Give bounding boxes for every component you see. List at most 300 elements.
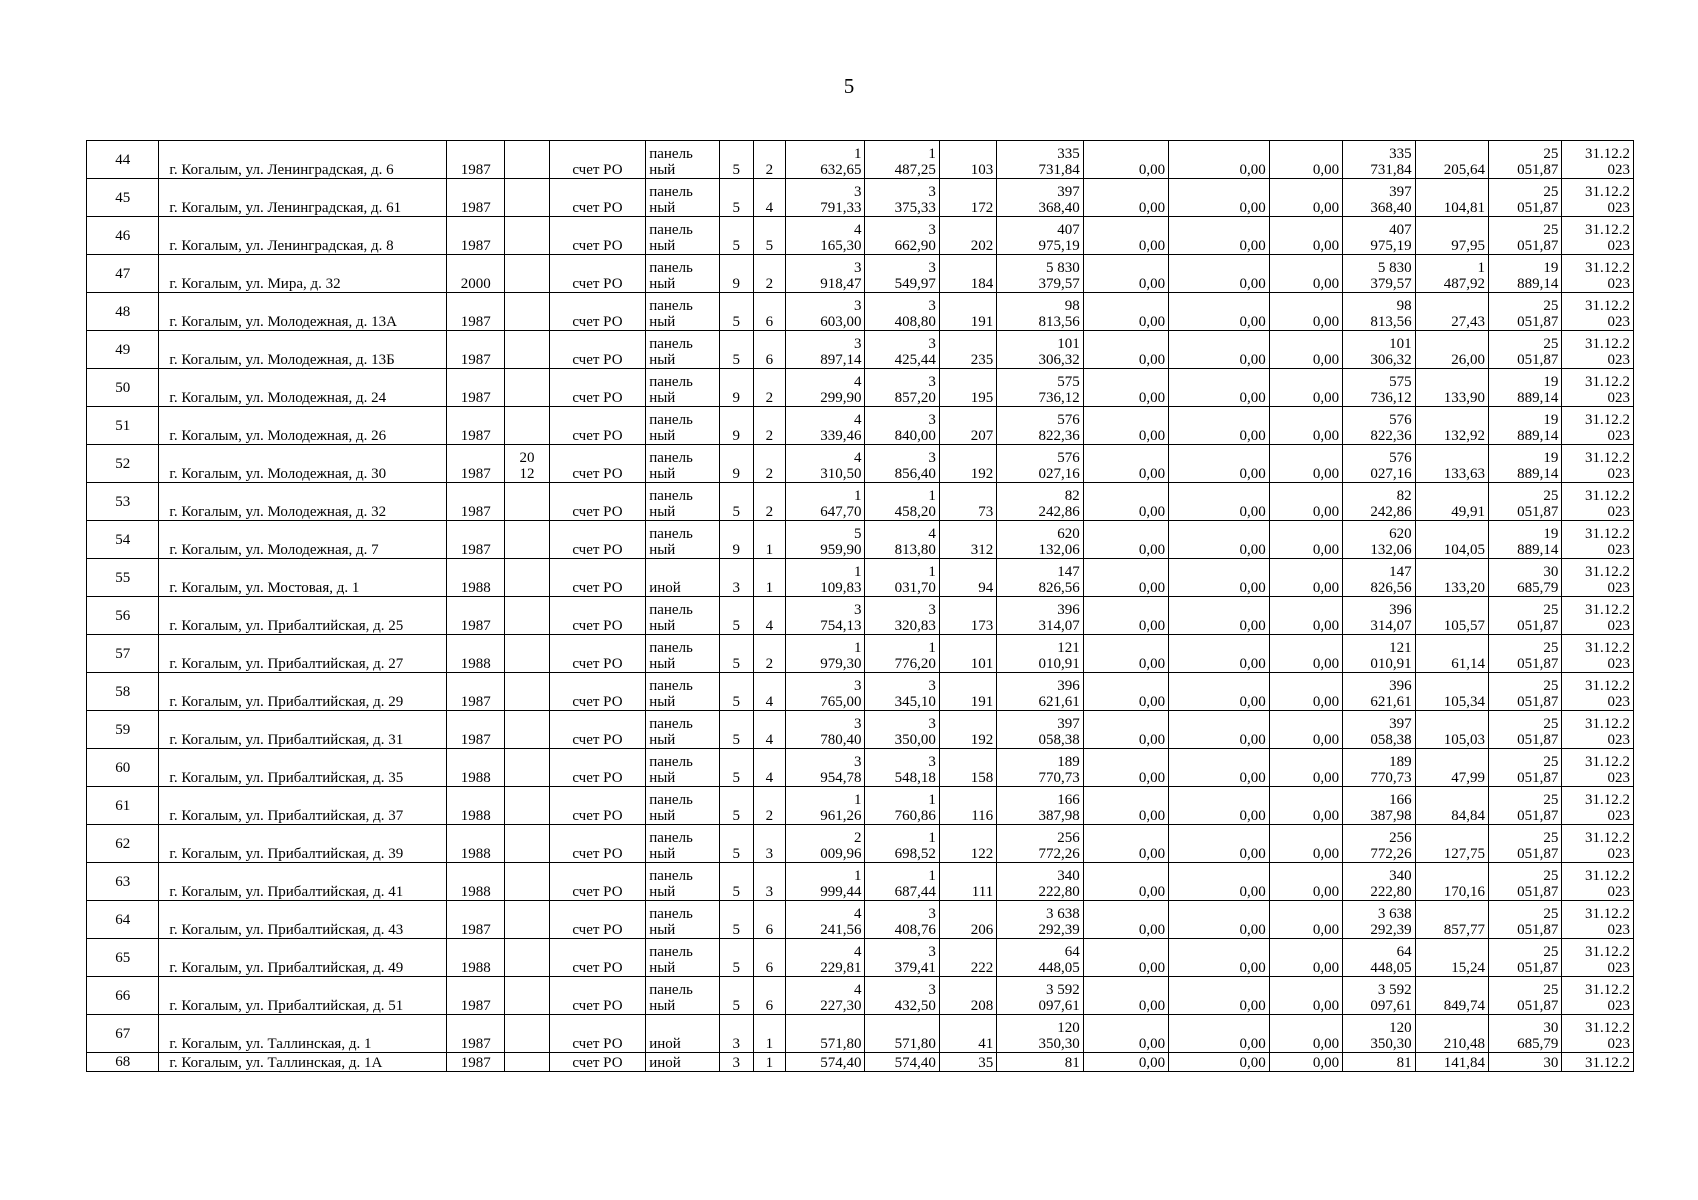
cell-cost2-line2: 826,56 <box>1370 580 1412 596</box>
cell-cost2-line1: 620 <box>1389 526 1412 542</box>
cell-area_res-line2: 574,40 <box>894 1055 936 1071</box>
cell-area_total-line2: 229,81 <box>820 960 862 976</box>
cell-entrances: 6 <box>753 293 785 331</box>
cell-area_res <box>865 445 939 483</box>
cell-deadline-line2: 023 <box>1607 238 1630 254</box>
cell-area_res-line1: 3 <box>928 450 936 466</box>
cell-deadline-line2: 023 <box>1607 618 1630 634</box>
cell-limit-line2: 30 <box>1543 1055 1559 1071</box>
cell-unit-line2: 205,64 <box>1443 162 1485 178</box>
cell-cost-line1: 575 <box>1057 374 1080 390</box>
cell-limit-line1: 19 <box>1543 450 1559 466</box>
cell-limit <box>1489 1053 1562 1072</box>
cell-entrances: 4 <box>753 673 785 711</box>
cell-fund-method: счет РО <box>549 445 646 483</box>
cell-deadline-line1: 31.12.2 <box>1585 678 1630 694</box>
cell-row-number: 48 <box>87 293 159 331</box>
cell-material <box>646 749 719 787</box>
cell-zero-3: 0,00 <box>1269 901 1342 939</box>
cell-zero-2: 0,00 <box>1169 825 1270 863</box>
cell-unit <box>1415 673 1488 711</box>
cell-limit-line2: 051,87 <box>1517 808 1559 824</box>
cell-floors: 5 <box>719 787 753 825</box>
cell-address: г. Когалым, ул. Ленинградская, д. 6 <box>159 141 447 179</box>
cell-material-line2: ный <box>649 618 676 634</box>
cell-limit-line1: 25 <box>1543 146 1559 162</box>
cell-zero-3: 0,00 <box>1269 521 1342 559</box>
cell-floors: 5 <box>719 217 753 255</box>
cell-area_res-line2: 350,00 <box>894 732 936 748</box>
cell-unit-line2: 47,99 <box>1451 770 1485 786</box>
cell-cost2-line1: 397 <box>1389 716 1412 732</box>
cell-cost-line1: 396 <box>1057 602 1080 618</box>
cell-zero-1: 0,00 <box>1083 901 1168 939</box>
cell-cost2-line1: 3 638 <box>1377 906 1412 922</box>
cell-cost2-line2: 222,80 <box>1370 884 1412 900</box>
cell-address: г. Когалым, ул. Прибалтийская, д. 39 <box>159 825 447 863</box>
cell-limit <box>1489 977 1562 1015</box>
cell-address: г. Когалым, ул. Прибалтийская, д. 43 <box>159 901 447 939</box>
cell-floors: 3 <box>719 1015 753 1053</box>
cell-year-built: 1987 <box>447 711 505 749</box>
cell-deadline <box>1562 939 1634 977</box>
cell-row-number: 47 <box>87 255 159 293</box>
cell-cost <box>997 407 1084 445</box>
cell-year-overhaul <box>505 369 549 407</box>
cell-deadline-line1: 31.12.2 <box>1585 526 1630 542</box>
cell-cost2-line1: 576 <box>1389 412 1412 428</box>
cell-zero-2: 0,00 <box>1169 521 1270 559</box>
cell-deadline <box>1562 863 1634 901</box>
cell-fund-method: счет РО <box>549 141 646 179</box>
cell-cost-line1: 396 <box>1057 678 1080 694</box>
cell-cost2-line1: 576 <box>1389 450 1412 466</box>
cell-deadline-line2: 023 <box>1607 922 1630 938</box>
cell-cost-line1: 576 <box>1057 412 1080 428</box>
cell-entrances: 6 <box>753 939 785 977</box>
cell-year-built: 1988 <box>447 559 505 597</box>
cell-area_res-line2: 840,00 <box>894 428 936 444</box>
cell-cost2-line1: 396 <box>1389 602 1412 618</box>
cell-residents: 312 <box>939 521 996 559</box>
cell-cost-line1: 166 <box>1057 792 1080 808</box>
cell-material-line2: ный <box>649 732 676 748</box>
table-row <box>87 559 1634 597</box>
cell-residents: 235 <box>939 331 996 369</box>
cell-deadline-line2: 023 <box>1607 162 1630 178</box>
cell-material-line1: панель <box>649 336 693 352</box>
cell-cost-line2: 242,86 <box>1038 504 1080 520</box>
cell-floors: 9 <box>719 445 753 483</box>
cell-entrances: 6 <box>753 901 785 939</box>
cell-cost2 <box>1343 483 1415 521</box>
cell-year-overhaul <box>505 939 549 977</box>
cell-unit-line2: 105,03 <box>1443 732 1485 748</box>
cell-limit-line1: 30 <box>1543 564 1559 580</box>
cell-area_res-line2: 375,33 <box>894 200 936 216</box>
cell-zero-3: 0,00 <box>1269 445 1342 483</box>
cell-area_res <box>865 711 939 749</box>
cell-area_total-line2: 574,40 <box>820 1055 862 1071</box>
table-row <box>87 597 1634 635</box>
cell-cost-line1: 407 <box>1057 222 1080 238</box>
cell-year-overhaul <box>505 483 549 521</box>
cell-deadline-line1: 31.12.2 <box>1585 222 1630 238</box>
cell-address: г. Когалым, ул. Мира, д. 32 <box>159 255 447 293</box>
cell-limit-line1: 25 <box>1543 298 1559 314</box>
cell-area_res <box>865 483 939 521</box>
cell-limit-line2: 889,14 <box>1517 466 1559 482</box>
cell-limit <box>1489 825 1562 863</box>
cell-entrances: 3 <box>753 825 785 863</box>
cell-cost2-line1: 340 <box>1389 868 1412 884</box>
cell-cost2-line1: 101 <box>1389 336 1412 352</box>
cell-cost <box>997 331 1084 369</box>
cell-year-overhaul <box>505 217 549 255</box>
cell-area_res-line2: 379,41 <box>894 960 936 976</box>
cell-zero-3: 0,00 <box>1269 597 1342 635</box>
cell-area_total-line1: 4 <box>853 222 862 238</box>
cell-deadline <box>1562 217 1634 255</box>
cell-area_res-line1: 1 <box>928 640 936 656</box>
cell-limit-line2: 051,87 <box>1517 238 1559 254</box>
cell-year-built: 1987 <box>447 141 505 179</box>
cell-residents: 103 <box>939 141 996 179</box>
table-row <box>87 1015 1634 1053</box>
cell-cost <box>997 217 1084 255</box>
cell-cost2-line1: 335 <box>1389 146 1412 162</box>
cell-area_res-line2: 487,25 <box>894 162 936 178</box>
cell-cost2-line1: 407 <box>1389 222 1412 238</box>
cell-floors: 3 <box>719 559 753 597</box>
cell-cost <box>997 445 1084 483</box>
table-row <box>87 255 1634 293</box>
cell-address: г. Когалым, ул. Молодежная, д. 24 <box>159 369 447 407</box>
cell-floors: 5 <box>719 635 753 673</box>
cell-year-overhaul <box>505 141 549 179</box>
cell-cost-line1: 256 <box>1057 830 1080 846</box>
cell-unit-line2: 127,75 <box>1443 846 1485 862</box>
cell-area_total <box>785 559 864 597</box>
cell-area_total <box>785 597 864 635</box>
cell-floors: 5 <box>719 483 753 521</box>
cell-year-overhaul <box>505 521 549 559</box>
cell-area_total-line2: 754,13 <box>820 618 862 634</box>
cell-material-line1: панель <box>649 982 693 998</box>
cell-zero-1: 0,00 <box>1083 787 1168 825</box>
cell-year-overhaul <box>505 787 549 825</box>
cell-address: г. Когалым, ул. Прибалтийская, д. 31 <box>159 711 447 749</box>
cell-deadline-line2: 023 <box>1607 998 1630 1014</box>
cell-cost2 <box>1343 939 1415 977</box>
cell-material <box>646 369 719 407</box>
cell-area_total-line2: 603,00 <box>820 314 862 330</box>
cell-fund-method: счет РО <box>549 711 646 749</box>
cell-unit <box>1415 635 1488 673</box>
cell-area_res-line1: 1 <box>928 868 936 884</box>
cell-cost-line1: 189 <box>1057 754 1080 770</box>
cell-cost-line2: 314,07 <box>1038 618 1080 634</box>
cell-limit-line2: 051,87 <box>1517 618 1559 634</box>
cell-area_res-line2: 458,20 <box>894 504 936 520</box>
cell-zero-1: 0,00 <box>1083 179 1168 217</box>
cell-year-overhaul <box>505 179 549 217</box>
cell-cost2 <box>1343 369 1415 407</box>
cell-zero-3: 0,00 <box>1269 369 1342 407</box>
cell-area_res-line1: 3 <box>928 260 936 276</box>
cell-area_res <box>865 331 939 369</box>
cell-unit <box>1415 445 1488 483</box>
cell-material <box>646 521 719 559</box>
table-row <box>87 749 1634 787</box>
cell-zero-2: 0,00 <box>1169 293 1270 331</box>
cell-cost2-line2: 736,12 <box>1370 390 1412 406</box>
cell-area_total-line2: 765,00 <box>820 694 862 710</box>
cell-unit-line2: 27,43 <box>1451 314 1485 330</box>
cell-limit-line1: 25 <box>1543 602 1559 618</box>
cell-address: г. Когалым, ул. Ленинградская, д. 61 <box>159 179 447 217</box>
cell-material: иной <box>646 1053 719 1072</box>
cell-row-number: 68 <box>87 1053 159 1072</box>
cell-zero-3: 0,00 <box>1269 977 1342 1015</box>
cell-cost2-line2: 813,56 <box>1370 314 1412 330</box>
cell-unit <box>1415 369 1488 407</box>
cell-limit-line1: 25 <box>1543 830 1559 846</box>
cell-residents: 192 <box>939 711 996 749</box>
cell-zero-1: 0,00 <box>1083 293 1168 331</box>
cell-deadline-line1: 31.12.2 <box>1585 336 1630 352</box>
cell-material-line1: панель <box>649 184 693 200</box>
cell-cost <box>997 521 1084 559</box>
cell-area_total-line2: 310,50 <box>820 466 862 482</box>
cell-material-line2: ный <box>649 504 676 520</box>
cell-deadline <box>1562 787 1634 825</box>
cell-cost <box>997 749 1084 787</box>
cell-unit-line1: 1 <box>1477 260 1485 276</box>
cell-area_total <box>785 863 864 901</box>
cell-cost-line2: 448,05 <box>1038 960 1080 976</box>
cell-zero-3: 0,00 <box>1269 863 1342 901</box>
cell-area_total-line1: 1 <box>853 868 862 884</box>
cell-cost2 <box>1343 293 1415 331</box>
cell-limit <box>1489 901 1562 939</box>
cell-cost2-line2: 387,98 <box>1370 808 1412 824</box>
cell-cost-line2: 306,32 <box>1038 352 1080 368</box>
cell-cost2-line2: 350,30 <box>1370 1036 1412 1052</box>
cell-unit-line2: 141,84 <box>1443 1055 1485 1071</box>
cell-deadline <box>1562 141 1634 179</box>
cell-area_total <box>785 369 864 407</box>
cell-unit <box>1415 977 1488 1015</box>
cell-cost2-line2: 81 <box>1396 1055 1412 1071</box>
cell-year-overhaul-line2: 12 <box>519 466 535 482</box>
cell-year-overhaul <box>505 635 549 673</box>
cell-area_res-line2: 031,70 <box>894 580 936 596</box>
cell-area_res-line1: 1 <box>928 146 936 162</box>
cell-limit <box>1489 939 1562 977</box>
cell-area_res <box>865 673 939 711</box>
cell-residents: 158 <box>939 749 996 787</box>
cell-area_res-line2: 345,10 <box>894 694 936 710</box>
cell-address: г. Когалым, ул. Молодежная, д. 26 <box>159 407 447 445</box>
table-row <box>87 293 1634 331</box>
table-row <box>87 977 1634 1015</box>
cell-material-line2: ный <box>649 998 676 1014</box>
cell-area_total-line1: 4 <box>853 944 862 960</box>
cell-area_total <box>785 521 864 559</box>
cell-entrances: 6 <box>753 977 785 1015</box>
cell-unit <box>1415 711 1488 749</box>
cell-unit-line2: 104,05 <box>1443 542 1485 558</box>
cell-cost <box>997 711 1084 749</box>
cell-unit-line2: 26,00 <box>1451 352 1485 368</box>
cell-fund-method: счет РО <box>549 407 646 445</box>
cell-area_total-line1: 3 <box>853 298 862 314</box>
cell-residents: 206 <box>939 901 996 939</box>
cell-entrances: 2 <box>753 141 785 179</box>
cell-area_res <box>865 977 939 1015</box>
cell-cost-line1: 82 <box>1064 488 1080 504</box>
cell-unit-line2: 49,91 <box>1451 504 1485 520</box>
cell-deadline <box>1562 977 1634 1015</box>
cell-area_total <box>785 749 864 787</box>
cell-cost2 <box>1343 331 1415 369</box>
table-row <box>87 863 1634 901</box>
cell-year-overhaul <box>505 1053 549 1072</box>
table-row <box>87 179 1634 217</box>
table-row <box>87 673 1634 711</box>
cell-entrances: 4 <box>753 749 785 787</box>
cell-area_total-line1: 5 <box>853 526 862 542</box>
cell-address: г. Когалым, ул. Ленинградская, д. 8 <box>159 217 447 255</box>
cell-area_res-line1: 3 <box>928 222 936 238</box>
cell-deadline <box>1562 179 1634 217</box>
cell-limit <box>1489 635 1562 673</box>
cell-zero-2: 0,00 <box>1169 863 1270 901</box>
cell-area_res-line2: 856,40 <box>894 466 936 482</box>
cell-floors: 5 <box>719 293 753 331</box>
cell-material-line1: панель <box>649 412 693 428</box>
cell-entrances: 1 <box>753 521 785 559</box>
cell-entrances: 6 <box>753 331 785 369</box>
cell-cost2-line1: 166 <box>1389 792 1412 808</box>
cell-area_total <box>785 141 864 179</box>
cell-area_res <box>865 141 939 179</box>
cell-limit <box>1489 863 1562 901</box>
cell-residents: 173 <box>939 597 996 635</box>
cell-year-overhaul <box>505 293 549 331</box>
cell-zero-3: 0,00 <box>1269 179 1342 217</box>
cell-floors: 3 <box>719 1053 753 1072</box>
cell-deadline <box>1562 825 1634 863</box>
cell-row-number: 45 <box>87 179 159 217</box>
cell-area_res-line2: 687,44 <box>894 884 936 900</box>
cell-year-overhaul <box>505 1015 549 1053</box>
cell-year-overhaul <box>505 825 549 863</box>
cell-address: г. Когалым, ул. Прибалтийская, д. 37 <box>159 787 447 825</box>
cell-area_res-line2: 549,97 <box>894 276 936 292</box>
cell-cost <box>997 1015 1084 1053</box>
cell-area_total-line1: 3 <box>853 754 862 770</box>
cell-limit <box>1489 521 1562 559</box>
cell-unit-line2: 133,20 <box>1443 580 1485 596</box>
cell-deadline-line2: 023 <box>1607 808 1630 824</box>
cell-deadline <box>1562 407 1634 445</box>
cell-area_total-line1: 4 <box>853 906 862 922</box>
cell-year-overhaul <box>505 749 549 787</box>
cell-limit <box>1489 255 1562 293</box>
cell-zero-2: 0,00 <box>1169 1053 1270 1072</box>
cell-unit <box>1415 293 1488 331</box>
cell-limit <box>1489 369 1562 407</box>
cell-zero-3: 0,00 <box>1269 825 1342 863</box>
cell-row-number: 61 <box>87 787 159 825</box>
cell-row-number: 50 <box>87 369 159 407</box>
cell-cost2-line2: 292,39 <box>1370 922 1412 938</box>
cell-zero-3: 0,00 <box>1269 407 1342 445</box>
cell-zero-2: 0,00 <box>1169 635 1270 673</box>
cell-fund-method: счет РО <box>549 787 646 825</box>
cell-unit <box>1415 939 1488 977</box>
cell-cost2-line1: 397 <box>1389 184 1412 200</box>
cell-year-built: 1988 <box>447 825 505 863</box>
cell-material-line1: панель <box>649 830 693 846</box>
cell-cost2-line1: 256 <box>1389 830 1412 846</box>
cell-address: г. Когалым, ул. Молодежная, д. 30 <box>159 445 447 483</box>
cell-year-built: 1987 <box>447 597 505 635</box>
cell-material <box>646 673 719 711</box>
cell-material <box>646 217 719 255</box>
cell-year-overhaul <box>505 559 549 597</box>
cell-deadline-line2: 023 <box>1607 428 1630 444</box>
cell-address: г. Когалым, ул. Молодежная, д. 32 <box>159 483 447 521</box>
cell-limit-line2: 051,87 <box>1517 656 1559 672</box>
cell-unit <box>1415 141 1488 179</box>
cell-area_res-line2: 571,80 <box>894 1036 936 1052</box>
cell-zero-2: 0,00 <box>1169 141 1270 179</box>
cell-limit <box>1489 749 1562 787</box>
cell-cost-line2: 772,26 <box>1038 846 1080 862</box>
cell-limit-line1: 25 <box>1543 184 1559 200</box>
cell-zero-3: 0,00 <box>1269 255 1342 293</box>
cell-deadline-line2: 023 <box>1607 352 1630 368</box>
cell-year-built: 1987 <box>447 179 505 217</box>
cell-deadline-line2: 023 <box>1607 390 1630 406</box>
cell-area_res-line2: 548,18 <box>894 770 936 786</box>
cell-area_res-line2: 408,80 <box>894 314 936 330</box>
cell-limit-line1: 25 <box>1543 868 1559 884</box>
cell-deadline-line1: 31.12.2 <box>1585 944 1630 960</box>
cell-fund-method: счет РО <box>549 179 646 217</box>
cell-year-built: 1987 <box>447 369 505 407</box>
cell-fund-method: счет РО <box>549 977 646 1015</box>
cell-area_total <box>785 293 864 331</box>
cell-cost2-line2: 314,07 <box>1370 618 1412 634</box>
cell-material <box>646 825 719 863</box>
cell-area_res-line1: 3 <box>928 678 936 694</box>
cell-address: г. Когалым, ул. Молодежная, д. 13Б <box>159 331 447 369</box>
cell-zero-2: 0,00 <box>1169 673 1270 711</box>
cell-material-line1: панель <box>649 222 693 238</box>
cell-row-number: 49 <box>87 331 159 369</box>
cell-material <box>646 141 719 179</box>
cell-cost <box>997 673 1084 711</box>
cell-material-line2: ный <box>649 162 676 178</box>
cell-area_res-line1: 3 <box>928 716 936 732</box>
cell-deadline-line2: 023 <box>1607 884 1630 900</box>
cell-address: г. Когалым, ул. Молодежная, д. 13А <box>159 293 447 331</box>
cell-area_res-line2: 813,80 <box>894 542 936 558</box>
